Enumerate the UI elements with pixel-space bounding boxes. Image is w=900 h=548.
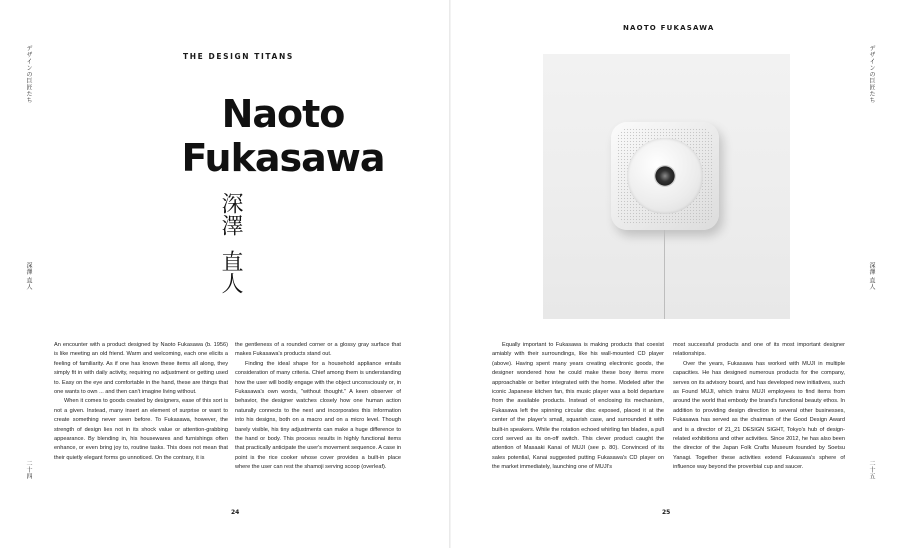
cd-player-image: [611, 122, 719, 230]
disc-hub: [654, 165, 676, 187]
side-tab-right-mid: 深澤 直人: [868, 262, 875, 291]
running-header-left: THE DESIGN TITANS: [183, 52, 294, 61]
paragraph: Equally important to Fukasawa is making products that coexist amiably with their surroundings, like his wall-mounted CD player (above). Having spent many years creating electronic goods, the designer wondered how he could make these boxy items more approachable or better integrated with the home. Modeled after the iconic Japanese kitchen fan, this music player was a bold departure from the available products. Instead of enclosing its mechanism, Fukasawa left the spinning circular disc exposed, placed it at the center of the player's small, squarish case, and surrounded it with built-in speakers. While the rotation echoed whirling fan blades, a pull cord served as its on-off switch. This clever product caught the attention of Masaaki Kanai of MUJI (see p. 80). Convinced of its sales potential, Kanai suggested putting Fukasawa's CD player on the market immediately, launching one of MUJI's: [492, 342, 664, 471]
page-number-left: 24: [231, 509, 240, 516]
body-column-2: [235, 341, 401, 473]
paragraph: Finding the ideal shape for a household appliance entails consideration of many criteria. Chief among them is understanding how the user will bodily engage with the object unconsciously or, in Fukasawa's own words, "without thought." A keen observer of behavior, the designer watches closely how one human action naturally connects to the next and incorporates this information into his designs, both on a macro and on a micro level. Though barely visible, his tiny adjustments can make a huge difference to the hand or body. This process results in highly functional items that practically anticipate the user's movement sequence. A case in point is the rice cooker whose cover provides a built-in place where the user can rest the shamoji serving scoop (overleaf).: [235, 360, 401, 471]
title-first-name: Naoto: [221, 92, 345, 136]
body-column-3: [492, 341, 664, 473]
body-column-1: [54, 341, 228, 463]
kanji-surname: 深澤: [218, 192, 243, 236]
paragraph: the gentleness of a rounded corner or a glossy gray surface that makes Fukasawa's products stand out.: [235, 342, 401, 358]
page-title: [133, 92, 433, 180]
paragraph: most successful products and one of its most important designer relationships.: [673, 342, 845, 358]
pull-cord: [664, 230, 665, 319]
cd-player-photo: [543, 54, 790, 319]
paragraph: Over the years, Fukasawa has worked with MUJI in multiple capacities. He has designed numerous products for the company, serves on its advisory board, and has developed new initiatives, such as Found MUJI, which trains MUJI employees to find items from around the world that embody the brand's functional beauty ethos. In addition to providing design direction to several other businesses, Fukasawa has served as the chairman of the Good Design Award and is a director of 21_21 DESIGN SIGHT, Tokyo's hub of design-related exhibitions and other activities. Since 2012, he has also been the director of the Japan Folk Crafts Museum founded by Soetsu Yanagi. Together these activities extend Fukasawa's sphere of influence way beyond the proverbial cup and saucer.: [673, 360, 845, 471]
paragraph: When it comes to goods created by designers, ease of this sort is not a given. Instead, many insert an element of surprise or want to create something never seen before. To Fukasawa, however, the strength of design lies not in its shock value or attention-grabbing appearance. By blending in, his housewares and furnishings often enhance, or even bring joy to, routine tasks. This does not mean that their quietly elegant forms go unnoticed. On the contrary, it is: [54, 398, 228, 461]
side-tab-left-mid: 深澤 直人: [25, 262, 32, 291]
side-tab-left-top: デザインの巨匠たち: [25, 45, 32, 104]
cd-disc: [627, 138, 703, 214]
side-tab-left-bottom: 二十四: [25, 460, 32, 480]
body-column-4: [673, 341, 845, 473]
side-tab-right-top: デザインの巨匠たち: [868, 45, 875, 104]
title-last-name: Fukasawa: [181, 136, 385, 180]
side-tab-right-bottom: 二十五: [868, 460, 875, 480]
running-header-right: NAOTO FUKASAWA: [623, 24, 715, 32]
page-gutter: [449, 0, 451, 548]
page-number-right: 25: [662, 509, 671, 516]
paragraph: An encounter with a product designed by Naoto Fukasawa (b. 1956) is like meeting an old friend. Warm and welcoming, each one elicits a feeling of familiarity. As if one has known these items all along, they simply fit in with daily activity, requiring no adjustment or getting used to. Easy on the eye and comfortable in the hand, these are things that one wants to own ... and then can't imagine living without.: [54, 342, 228, 396]
kanji-given-name: 直人: [218, 250, 243, 294]
